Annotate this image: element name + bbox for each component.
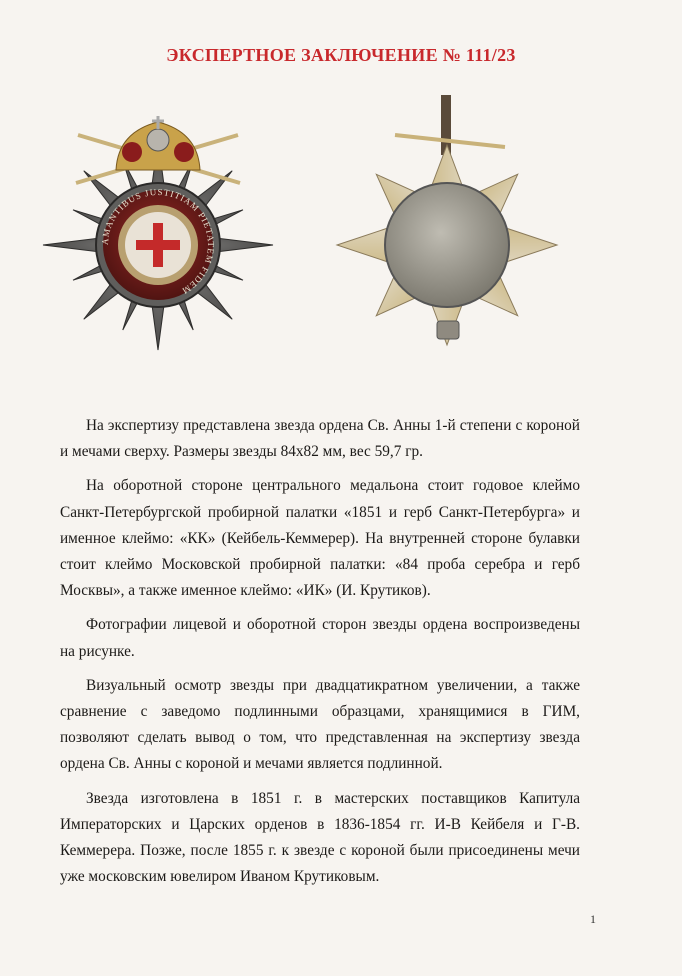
page-number: 1 bbox=[590, 912, 596, 926]
paragraph-3: Фотографии лицевой и оборотной сторон звезды ордена воспроизведены на рисунке. bbox=[60, 616, 580, 660]
paragraph-1: На экспертизу представлена звезда ордена Св. Анны 1-й степени с короной и мечами сверху. Размеры звезды 84х82 мм, вес 59,7 гр. bbox=[60, 417, 580, 461]
paragraph-5: Звезда изготовлена в 1851 г. в мастерских поставщиков Капитула Императорских и Царских орденов в 1836-1854 гг. И-В Кейбеля и Г-В. Кеммерера. Позже, после 1855 г. к звезде с короной были присоединены мечи уже московским ювелиром Иваном Крутиковым. bbox=[60, 789, 580, 886]
order-star-photos bbox=[0, 95, 682, 395]
paragraph-2: На оборотной стороне центрального медальона стоит годовое клеймо Санкт-Петербургской пробирной палатки «1851 и герб Санкт-Петербурга» и именное клеймо: «КК» (Кейбель-Кеммерер). На внутренней стороне булавки стоит клеймо Московской пробирной палатки: «84 проба серебра и герб Москвы», а также именное клеймо: «ИК» (И. Крутиков). bbox=[60, 477, 580, 600]
document-title: ЭКСПЕРТНОЕ ЗАКЛЮЧЕНИЕ № 111/23 bbox=[166, 45, 516, 65]
svg-text:AMANTIBUS JUSTITIAM PIETATEM F bbox=[100, 187, 216, 297]
document-body bbox=[60, 413, 580, 898]
paragraph-4: Визуальный осмотр звезды при двадцатикратном увеличении, а также сравнение с заведомо подлинными образцами, хранящимися в ГИМ, позволяют сделать вывод о том, что представленная на экспертизу звезда ордена Св. Анны с короной и мечами является подлинной. bbox=[60, 676, 580, 773]
order-star-reverse-photo bbox=[315, 95, 585, 395]
medal-inscription-ring bbox=[88, 175, 228, 315]
medal-inscription: AMANTIBUS JUSTITIAM PIETATEM FIDEM bbox=[99, 186, 217, 297]
